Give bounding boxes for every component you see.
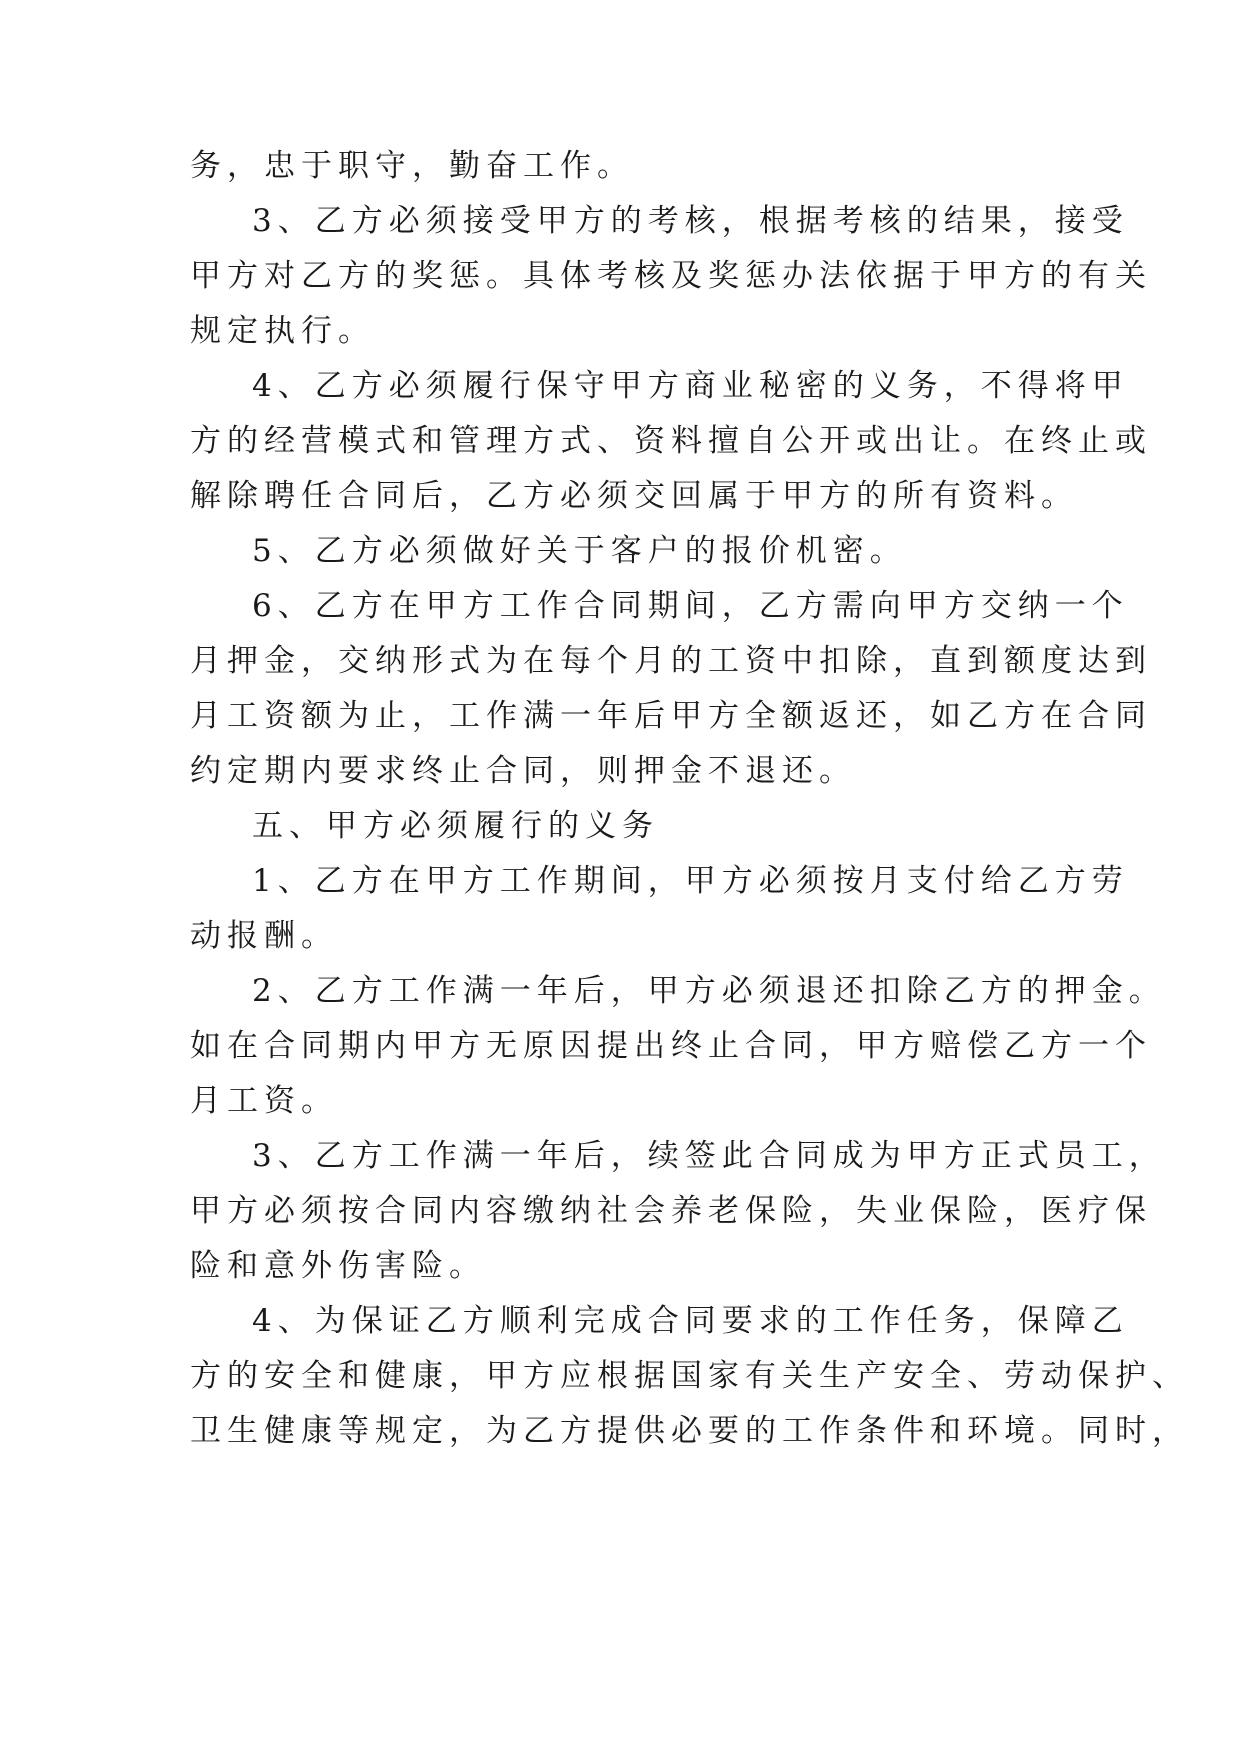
text-line: 5、乙方必须做好关于客户的报价机密。 [252,533,907,569]
text-line: 2、乙方工作满一年后，甲方必须退还扣除乙方的押金。 [252,973,1166,1009]
text-line: 解除聘任合同后，乙方必须交回属于甲方的所有资料。 [190,478,1078,514]
text-line: 3、乙方必须接受甲方的考核，根据考核的结果，接受 [252,203,1129,239]
text-line: 动报酬。 [190,918,338,954]
text-line: 1、乙方在甲方工作期间，甲方必须按月支付给乙方劳 [252,863,1129,899]
section-heading: 五、甲方必须履行的义务 [252,808,659,844]
text-line: 4、为保证乙方顺利完成合同要求的工作任务，保障乙 [252,1303,1129,1339]
text-line: 务，忠于职守，勤奋工作。 [190,148,634,184]
text-line: 4、乙方必须履行保守甲方商业秘密的义务，不得将甲 [252,368,1129,404]
text-line: 规定执行。 [190,313,375,349]
text-line: 方的安全和健康，甲方应根据国家有关生产安全、劳动保护、 [190,1358,1189,1394]
text-line: 月工资额为止，工作满一年后甲方全额返还，如乙方在合同 [190,698,1152,734]
text-line: 6、乙方在甲方工作合同期间，乙方需向甲方交纳一个 [252,588,1129,624]
text-line: 甲方对乙方的奖惩。具体考核及奖惩办法依据于甲方的有关 [190,258,1152,294]
text-line: 甲方必须按合同内容缴纳社会养老保险，失业保险，医疗保 [190,1193,1152,1229]
text-line: 如在合同期内甲方无原因提出终止合同，甲方赔偿乙方一个 [190,1028,1152,1064]
text-line: 月押金，交纳形式为在每个月的工资中扣除，直到额度达到 [190,643,1152,679]
text-line: 险和意外伤害险。 [190,1248,486,1284]
text-line: 方的经营模式和管理方式、资料擅自公开或出让。在终止或 [190,423,1152,459]
text-line: 约定期内要求终止合同，则押金不退还。 [190,753,856,789]
text-line: 卫生健康等规定，为乙方提供必要的工作条件和环境。同时， [190,1413,1189,1449]
text-line: 月工资。 [190,1083,338,1119]
text-line: 3、乙方工作满一年后，续签此合同成为甲方正式员工， [252,1138,1166,1174]
